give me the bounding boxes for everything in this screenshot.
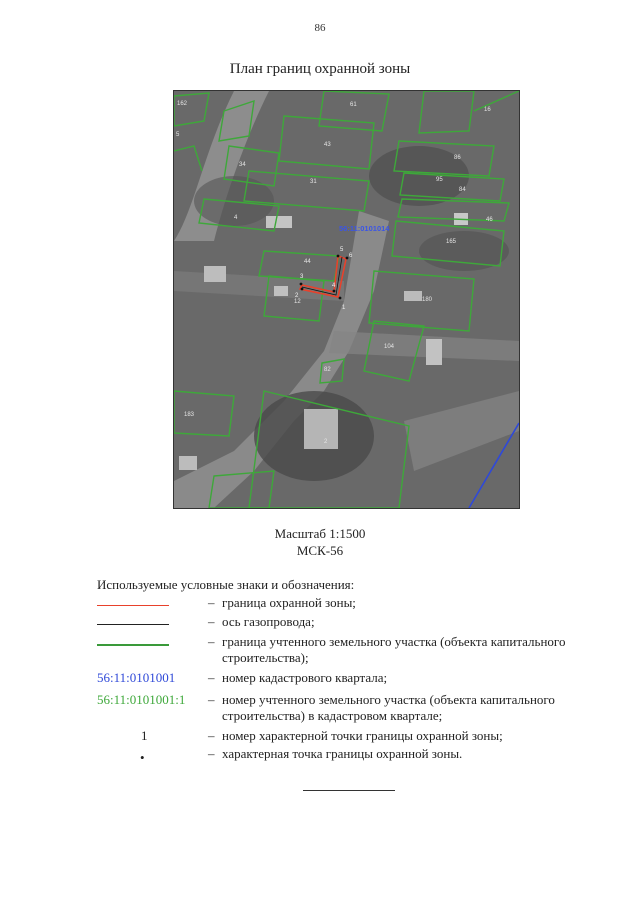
parcel-label: 162 [177,101,188,107]
scale-ratio: Масштаб 1:1500 [274,526,366,541]
legend-dash: – [208,670,215,685]
parcel-label: 165 [446,239,457,245]
coordinate-system: МСК-56 [296,543,344,558]
point-label: 6 [349,253,353,259]
parcel-label: 4 [234,215,238,221]
building [204,266,226,282]
parcel-label: 44 [304,259,311,265]
parcel-label: 16 [484,107,491,113]
zone-boundary-symbol [97,605,169,606]
quarter-label: 56:11:0101014 [339,224,390,233]
parcel-label: 104 [384,344,395,350]
legend-text: номер учтенного земельного участка (объекта капитального строительства) в кадастровом квартале; [222,692,555,723]
parcel-label: 34 [239,162,246,168]
parcel-label: 95 [436,177,443,183]
legend-text: граница охранной зоны; [222,595,356,610]
legend-text: номер кадастрового квартала; [222,670,388,685]
aerial-map [173,90,520,509]
point-number-symbol: 1 [141,728,148,743]
parcel-label: 84 [459,187,466,193]
zone-point [333,290,336,293]
legend-text: ось газопровода; [222,614,315,629]
bottom-rule [303,790,395,791]
parcel-label: 180 [422,297,433,303]
building [266,216,292,228]
parcel-boundary-symbol [97,644,169,646]
legend-dash: – [208,634,215,649]
parcel-label: 12 [294,299,301,305]
building [179,456,197,470]
building [274,286,288,296]
point-label: 5 [340,247,344,253]
scale-block [0,525,640,559]
page-title: План границ охранной зоны [229,61,411,77]
point-label: 1 [342,305,346,311]
zone-point [346,257,349,260]
zone-point [337,255,340,258]
legend-dash: – [208,728,215,743]
point-label: 4 [332,283,336,289]
parcel-number-symbol: 56:11:0101001:1 [97,692,186,707]
legend-text: граница учтенного земельного участка (объекта капитального строительства); [222,634,566,665]
zone-point [300,283,303,286]
page-number: 86 [314,22,326,34]
parcel-label: 86 [454,155,461,161]
parcel-label: 61 [350,102,357,108]
map-canvas [174,91,519,508]
point-dot-symbol: • [140,750,145,765]
quarter-number-symbol: 56:11:0101001 [97,670,176,685]
pipeline-axis-symbol [97,624,169,625]
parcel-label: 5 [176,132,180,138]
parcel-label: 82 [324,367,331,373]
parcel-label: 31 [310,179,317,185]
parcel-label: 46 [486,217,493,223]
legend-dash: – [208,692,215,707]
building [304,409,338,449]
parcel-label: 2 [324,439,328,445]
building [426,339,442,365]
legend-dash: – [208,614,215,629]
parcel-label: 183 [184,412,195,418]
zone-point [301,288,304,291]
legend-title: Используемые условные знаки и обозначения: [97,577,355,592]
parcel-label: 43 [324,142,331,148]
zone-point [339,297,342,300]
point-label: 3 [300,274,304,280]
legend-text: номер характерной точки границы охранной зоны; [222,728,503,743]
legend-dash: – [208,746,215,761]
building [404,291,422,301]
point-label: 2 [295,293,299,299]
legend-dash: – [208,595,215,610]
legend-text: характерная точка границы охранной зоны. [222,746,463,761]
